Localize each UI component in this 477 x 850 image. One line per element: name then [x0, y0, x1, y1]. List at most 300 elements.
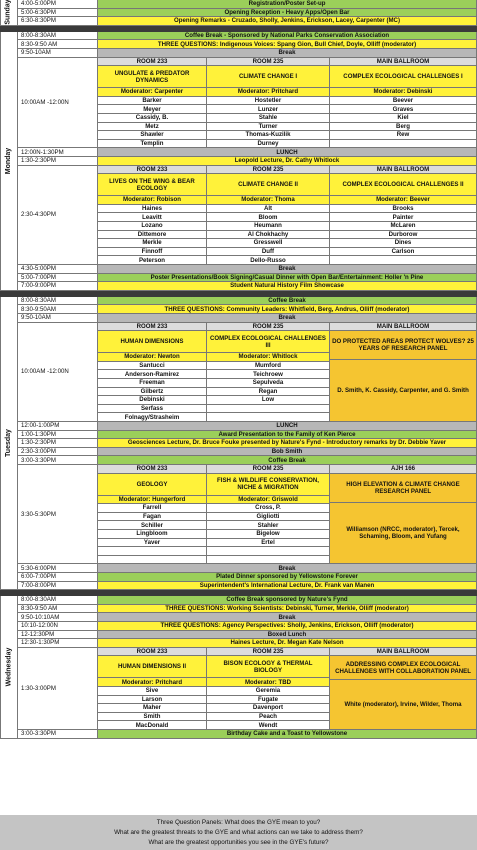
- speaker-text: Yaver: [143, 538, 161, 546]
- speaker-text: Peach: [259, 713, 277, 721]
- room-header: [98, 648, 207, 657]
- speaker-text: Regan: [258, 387, 278, 395]
- speaker-text: Farrell: [142, 504, 162, 512]
- event-row-text: Plated Dinner sponsored by Yellowstone Forever: [216, 573, 358, 581]
- event-row-text: LUNCH: [276, 422, 298, 430]
- speaker-text: Fugate: [258, 695, 278, 703]
- room-header-text: ROOM 233: [136, 648, 168, 656]
- speaker: [207, 556, 330, 565]
- moderator: [98, 496, 207, 505]
- speaker: [207, 97, 330, 106]
- time-slot: [18, 314, 98, 323]
- session-title-text: GEOLOGY: [136, 480, 168, 488]
- time-slot: [18, 49, 98, 58]
- speaker-text: Wendt: [258, 721, 278, 729]
- speaker-text: Meyer: [143, 105, 161, 113]
- session-time-text: 1:30-3:00PM: [21, 684, 56, 692]
- panel-title-text: HIGH ELEVATION & CLIMATE CHANGE RESEARCH PANEL: [346, 480, 460, 495]
- moderator: [207, 678, 330, 687]
- room-header: [207, 58, 330, 67]
- speaker: [207, 140, 330, 149]
- speaker-text: Cross, P.: [255, 504, 281, 512]
- speaker: [98, 530, 207, 539]
- speaker-text: Gresswell: [253, 239, 283, 247]
- speaker-text: Smith: [143, 713, 161, 721]
- speaker-text: Shawler: [140, 131, 164, 139]
- speaker: [98, 231, 207, 240]
- event-row: [98, 9, 477, 18]
- moderator-text: Moderator: TBD: [244, 678, 292, 686]
- speaker-text: Cassidy, B.: [135, 114, 169, 122]
- speaker: [207, 396, 330, 405]
- event-row: [98, 622, 477, 631]
- speaker: [98, 687, 207, 696]
- speaker-text: Graves: [392, 105, 414, 113]
- time-slot-text: 9:50-10AM: [21, 49, 51, 57]
- room-header-text: ROOM 233: [136, 322, 168, 330]
- speaker-text: Mumford: [254, 362, 282, 370]
- session-title: [98, 174, 207, 196]
- event-row: [98, 297, 477, 306]
- session-title-text: HUMAN DIMENSIONS: [120, 338, 184, 346]
- speaker: [207, 362, 330, 371]
- room-header: [98, 166, 207, 175]
- speaker: [98, 504, 207, 513]
- moderator: [207, 353, 330, 362]
- room-header: [330, 323, 477, 332]
- speaker-text: Sive: [145, 687, 159, 695]
- speaker: [98, 248, 207, 257]
- speaker-text: Debinski: [139, 396, 165, 404]
- moderator: [330, 88, 477, 97]
- speaker-text: Lunzer: [258, 105, 278, 113]
- event-row: [98, 305, 477, 314]
- event-row: [98, 32, 477, 41]
- time-slot: [18, 582, 98, 591]
- speaker-text: Bigelow: [256, 530, 280, 538]
- event-row: [98, 582, 477, 591]
- speaker: [98, 222, 207, 231]
- moderator: [207, 88, 330, 97]
- speaker-text: Stahle: [258, 114, 278, 122]
- speaker: [330, 231, 477, 240]
- room-header-text: ROOM 233: [136, 165, 168, 173]
- room-header: [330, 166, 477, 175]
- panel-speakers-text: D. Smith, K. Cassidy, Carpenter, and G. Smith: [337, 387, 469, 395]
- event-row-text: Opening Reception - Heavy Apps/Open Bar: [224, 8, 350, 16]
- event-row-text: Birthday Cake and a Toast to Yellowstone: [226, 730, 348, 738]
- speaker: [207, 687, 330, 696]
- session-title: [330, 174, 477, 196]
- moderator-text: Moderator: Robison: [123, 196, 181, 204]
- event-row: [98, 631, 477, 640]
- time-slot-text: 12:00-1:00PM: [21, 422, 60, 430]
- moderator-text: Moderator: Beever: [376, 196, 430, 204]
- session-title-text: UNGULATE & PREDATOR DYNAMICS: [114, 69, 190, 84]
- speaker-text: Duff: [261, 248, 275, 256]
- time-slot: [18, 431, 98, 440]
- speaker: [98, 379, 207, 388]
- room-header: [98, 323, 207, 332]
- time-slot-text: 1:00-1:30PM: [21, 430, 56, 438]
- speaker-text: Lozano: [141, 222, 163, 230]
- time-slot: [18, 148, 98, 157]
- time-slot: [18, 564, 98, 573]
- event-row-text: Break: [278, 49, 296, 57]
- event-row: [98, 40, 477, 49]
- speaker-text: Larson: [141, 695, 163, 703]
- session-time-text: 10:00AM -12:00N: [21, 368, 69, 376]
- speaker-text: Hostetler: [254, 97, 282, 105]
- speaker-text: Schiller: [140, 521, 163, 529]
- time-slot-text: 7:00-9:00PM: [21, 282, 56, 290]
- speaker-text: McLaren: [390, 222, 416, 230]
- speaker: [98, 539, 207, 548]
- speaker: [98, 205, 207, 214]
- speaker-text: Carlson: [391, 248, 415, 256]
- time-slot-text: 5:00-6:30PM: [21, 8, 56, 16]
- speaker: [207, 256, 330, 265]
- speaker: [98, 513, 207, 522]
- time-slot-text: 8:30-9:50AM: [21, 305, 56, 313]
- speaker-text: Dittemore: [137, 230, 167, 238]
- time-slot: [18, 422, 98, 431]
- event-row-text: Break: [278, 613, 296, 621]
- speaker: [207, 696, 330, 705]
- moderator-text: Moderator: Newton: [124, 353, 180, 361]
- session-title-text: CLIMATE CHANGE I: [238, 73, 298, 81]
- event-row-text: Break: [278, 564, 296, 572]
- speaker: [98, 213, 207, 222]
- speaker-text: Santucci: [139, 362, 165, 370]
- speaker-text: Alt: [263, 205, 273, 213]
- speaker-text: Lingbloom: [136, 530, 168, 538]
- time-slot: [18, 605, 98, 614]
- speaker: [207, 713, 330, 722]
- speaker: [98, 413, 207, 422]
- moderator-text: Moderator: Pritchard: [121, 678, 183, 686]
- session-time: [18, 648, 98, 730]
- speaker: [330, 222, 477, 231]
- time-slot-text: 8:00-8:30AM: [21, 297, 56, 305]
- room-header: [207, 465, 330, 474]
- speaker-text: Sepulveda: [252, 379, 284, 387]
- event-row-text: THREE QUESTIONS: Agency Perspectives: Sholly, Jenkins, Erickson, Olliff (moderator): [160, 622, 414, 630]
- room-header-text: ROOM 235: [252, 465, 284, 473]
- session-time: [18, 465, 98, 564]
- event-row: [98, 422, 477, 431]
- room-header-text: ROOM 235: [252, 322, 284, 330]
- room-header-text: MAIN BALLROOM: [376, 57, 430, 65]
- room-header-text: ROOM 235: [252, 57, 284, 65]
- speaker: [207, 231, 330, 240]
- event-row: [98, 431, 477, 440]
- session-title: [207, 474, 330, 496]
- speaker: [98, 256, 207, 265]
- moderator-text: Moderator: Pritchard: [237, 88, 299, 96]
- speaker: [98, 388, 207, 397]
- event-row: [98, 282, 477, 291]
- panel-speakers-text: White (moderator), Irvine, Wilder, Thoma: [344, 701, 462, 709]
- day-label-wednesday: [0, 596, 18, 738]
- time-slot: [18, 274, 98, 283]
- panel-title-text: DO PROTECTED AREAS PROTECT WOLVES? 25 YEARS OF RESEARCH PANEL: [332, 338, 474, 353]
- time-slot-text: 10:10-12:00N: [21, 622, 58, 630]
- speaker: [98, 370, 207, 379]
- speaker-text: Thomas-Kuzilik: [245, 131, 291, 139]
- event-row-text: THREE QUESTIONS: Community Leaders: Whitfield, Berg, Andrus, Olliff (moderator): [164, 305, 410, 313]
- speaker-text: Serfass: [140, 405, 164, 413]
- speaker: [98, 396, 207, 405]
- speaker: [207, 123, 330, 132]
- moderator: [98, 678, 207, 687]
- time-slot: [18, 456, 98, 465]
- session-time-text: 2:30-4:30PM: [21, 211, 56, 219]
- event-row: [98, 613, 477, 622]
- time-slot-text: 3:00-3:30PM: [21, 456, 56, 464]
- speaker: [98, 704, 207, 713]
- event-row: [98, 573, 477, 582]
- moderator: [98, 196, 207, 205]
- speaker: [330, 140, 477, 149]
- speaker: [207, 721, 330, 730]
- speaker-text: Leavitt: [142, 213, 162, 221]
- event-row-text: Coffee Break sponsored by Nature's Fynd: [226, 596, 348, 604]
- event-row-text: Break: [278, 314, 296, 322]
- event-row-text: THREE QUESTIONS: Indigenous Voices: Spang Gion, Bull Chief, Doyle, Olliff (moderator): [157, 40, 417, 48]
- time-slot-text: 3:00-3:30PM: [21, 730, 56, 738]
- moderator: [98, 353, 207, 362]
- speaker: [98, 521, 207, 530]
- speaker: [98, 547, 207, 556]
- speaker: [98, 713, 207, 722]
- speaker: [207, 405, 330, 414]
- time-slot: [18, 157, 98, 166]
- speaker: [207, 539, 330, 548]
- time-slot-text: 7:00-8:00PM: [21, 581, 56, 589]
- event-row-text: Boxed Lunch: [267, 630, 307, 638]
- speaker: [207, 213, 330, 222]
- time-slot-text: 1:30-2:30PM: [21, 157, 56, 165]
- event-row: [98, 448, 477, 457]
- time-slot: [18, 730, 98, 739]
- time-slot: [18, 32, 98, 41]
- speaker-text: Davenport: [252, 704, 284, 712]
- time-slot-text: 5:30-6:00PM: [21, 564, 56, 572]
- time-slot: [18, 9, 98, 18]
- time-slot-text: 4:30-5:00PM: [21, 265, 56, 273]
- moderator-text: Moderator: Griswold: [238, 495, 298, 503]
- speaker-text: Templin: [140, 140, 164, 148]
- speaker-text: Durney: [257, 140, 279, 148]
- day-label-tuesday-text: Tuesday: [4, 429, 12, 457]
- panel-title: [330, 331, 477, 360]
- event-row-text: Award Presentation to the Family of Ken Pierce: [218, 430, 356, 438]
- day-label-wednesday-text: Wednesday: [4, 647, 12, 687]
- room-header: [207, 648, 330, 657]
- speaker: [207, 131, 330, 140]
- speaker: [98, 105, 207, 114]
- speaker-text: Kiel: [397, 114, 409, 122]
- session-title: [207, 66, 330, 88]
- speaker: [207, 205, 330, 214]
- speaker-text: Metz: [145, 122, 159, 130]
- time-slot-text: 2:30-3:00PM: [21, 448, 56, 456]
- speaker: [98, 405, 207, 414]
- day-label-tuesday: [0, 297, 18, 590]
- time-slot-text: 12:00N-1:30PM: [21, 148, 64, 156]
- session-time: [18, 323, 98, 422]
- room-header: [330, 648, 477, 657]
- moderator: [207, 196, 330, 205]
- speaker-text: Heumann: [254, 222, 282, 230]
- time-slot-text: 5:00-7:00PM: [21, 273, 56, 281]
- event-row-text: Haines Lecture, Dr. Megan Kate Nelson: [230, 639, 344, 647]
- room-header-text: MAIN BALLROOM: [376, 165, 430, 173]
- panel-title-text: ADDRESSING COMPLEX ECOLOGICAL CHALLENGES WITH COLLABORATION PANEL: [335, 660, 471, 675]
- speaker-text: Geremia: [255, 687, 281, 695]
- time-slot: [18, 573, 98, 582]
- event-row: [98, 274, 477, 283]
- speaker: [330, 97, 477, 106]
- speaker-text: Turner: [258, 122, 278, 130]
- event-row: [98, 0, 477, 9]
- speaker-text: Anderson-Ramirez: [124, 370, 180, 378]
- panel-title: [330, 474, 477, 503]
- time-slot-text: 12:30-1:30PM: [21, 639, 60, 647]
- speaker-text: Teichroew: [253, 370, 283, 378]
- speaker-text: Haines: [142, 205, 162, 213]
- time-slot-text: 1:30-2:30PM: [21, 439, 56, 447]
- time-slot-text: 8:00-8:30AM: [21, 32, 56, 40]
- speaker: [98, 556, 207, 565]
- speaker-text: Dines: [394, 239, 412, 247]
- moderator: [98, 88, 207, 97]
- speaker: [207, 379, 330, 388]
- event-row-text: Coffee Break: [268, 456, 306, 464]
- speaker: [207, 114, 330, 123]
- speaker-text: Freeman: [139, 379, 165, 387]
- speaker: [207, 547, 330, 556]
- event-row-text: Poster Presentations/Book Signing/Casual Dinner with Open Bar/Entertainment: Holler 'n Pine: [150, 273, 424, 281]
- event-row-text: Coffee Break - Sponsored by National Parks Conservation Association: [184, 32, 390, 40]
- panel-speakers-text: Williamson (NRCC, moderator), Tercek, Schaming, Bloom, and Yufang: [346, 525, 460, 540]
- time-slot: [18, 613, 98, 622]
- time-slot: [18, 439, 98, 448]
- time-slot: [18, 305, 98, 314]
- speaker: [330, 131, 477, 140]
- time-slot: [18, 17, 98, 26]
- event-row: [98, 639, 477, 648]
- speaker-text: Durborow: [388, 230, 418, 238]
- session-title: [330, 66, 477, 88]
- event-row: [98, 605, 477, 614]
- speaker: [330, 248, 477, 257]
- speaker-text: Merkle: [142, 239, 162, 247]
- room-header: [330, 465, 477, 474]
- time-slot: [18, 596, 98, 605]
- room-header-text: ROOM 235: [252, 165, 284, 173]
- event-row-text: LUNCH: [276, 148, 298, 156]
- speaker-text: Fagan: [143, 513, 161, 521]
- room-header-text: ROOM 233: [136, 465, 168, 473]
- footer-line: What are the greatest opportunities you see in the GYE's future?: [148, 839, 329, 846]
- event-row: [98, 730, 477, 739]
- session-title-text: FISH & WILDLIFE CONSERVATION, NICHE & MIGRATION: [217, 477, 319, 492]
- day-label-sunday-text: Sunday: [4, 0, 12, 26]
- speaker: [330, 105, 477, 114]
- speaker: [207, 239, 330, 248]
- session-time-text: 10:00AM -12:00N: [21, 98, 69, 106]
- event-row: [98, 17, 477, 26]
- session-title: [98, 474, 207, 496]
- speaker: [207, 704, 330, 713]
- event-row: [98, 314, 477, 323]
- panel-speakers: [330, 503, 477, 565]
- speaker-text: Folnagy/Strasheim: [124, 413, 180, 421]
- event-row-text: Student Natural History Film Showcase: [230, 282, 344, 290]
- speaker: [207, 530, 330, 539]
- session-title-text: CLIMATE CHANGE II: [238, 181, 298, 189]
- speaker-text: Dello-Russo: [250, 256, 286, 264]
- speaker-text: Peterson: [138, 256, 166, 264]
- time-slot: [18, 282, 98, 291]
- speaker-text: MacDonald: [135, 721, 169, 729]
- time-slot-text: 9:50-10:10AM: [21, 613, 60, 621]
- speaker: [207, 222, 330, 231]
- moderator: [330, 196, 477, 205]
- speaker-text: Al Chokhachy: [247, 230, 289, 238]
- speaker: [207, 105, 330, 114]
- event-row-text: Coffee Break: [268, 297, 306, 305]
- footer-line: Three Question Panels: What does the GYE mean to you?: [156, 819, 321, 826]
- speaker: [207, 248, 330, 257]
- event-row-text: Geosciences Lecture, Dr. Bruce Fouke presented by Nature's Fynd - Introductory remarks by Dr. Debbie Yaver: [127, 439, 447, 447]
- time-slot-text: 8:30-9:50 AM: [21, 605, 58, 613]
- time-slot: [18, 0, 98, 9]
- session-title: [207, 174, 330, 196]
- room-header-text: AJH 166: [390, 465, 416, 473]
- time-slot-text: 6:30-8:30PM: [21, 17, 56, 25]
- speaker: [330, 213, 477, 222]
- room-header: [98, 58, 207, 67]
- time-slot: [18, 265, 98, 274]
- speaker: [207, 370, 330, 379]
- speaker-text: Barker: [142, 97, 162, 105]
- speaker: [330, 123, 477, 132]
- event-row: [98, 157, 477, 166]
- moderator-text: Moderator: Debinski: [373, 88, 433, 96]
- moderator-text: Moderator: Carpenter: [120, 88, 184, 96]
- time-slot-text: 4:00-5:00PM: [21, 0, 56, 8]
- event-row-text: Bob Smith: [271, 448, 303, 456]
- speaker: [98, 362, 207, 371]
- room-header-text: MAIN BALLROOM: [376, 648, 430, 656]
- event-row-text: Opening Remarks - Cruzado, Sholly, Jenkins, Erickson, Lacey, Carpenter (MC): [174, 17, 400, 25]
- speaker-text: Ertel: [261, 538, 275, 546]
- speaker: [98, 721, 207, 730]
- speaker-text: Painter: [392, 213, 414, 221]
- day-label-monday: [0, 32, 18, 291]
- speaker: [98, 140, 207, 149]
- time-slot-text: 8:30-9:50 AM: [21, 40, 58, 48]
- time-slot-text: 8:00-8:30AM: [21, 596, 56, 604]
- time-slot: [18, 622, 98, 631]
- time-slot-text: 9:50-10AM: [21, 314, 51, 322]
- event-row-text: THREE QUESTIONS: Working Scientists: Debinski, Turner, Merkle, Olliff (moderator): [165, 605, 409, 613]
- speaker-text: Bloom: [258, 213, 278, 221]
- speaker: [207, 504, 330, 513]
